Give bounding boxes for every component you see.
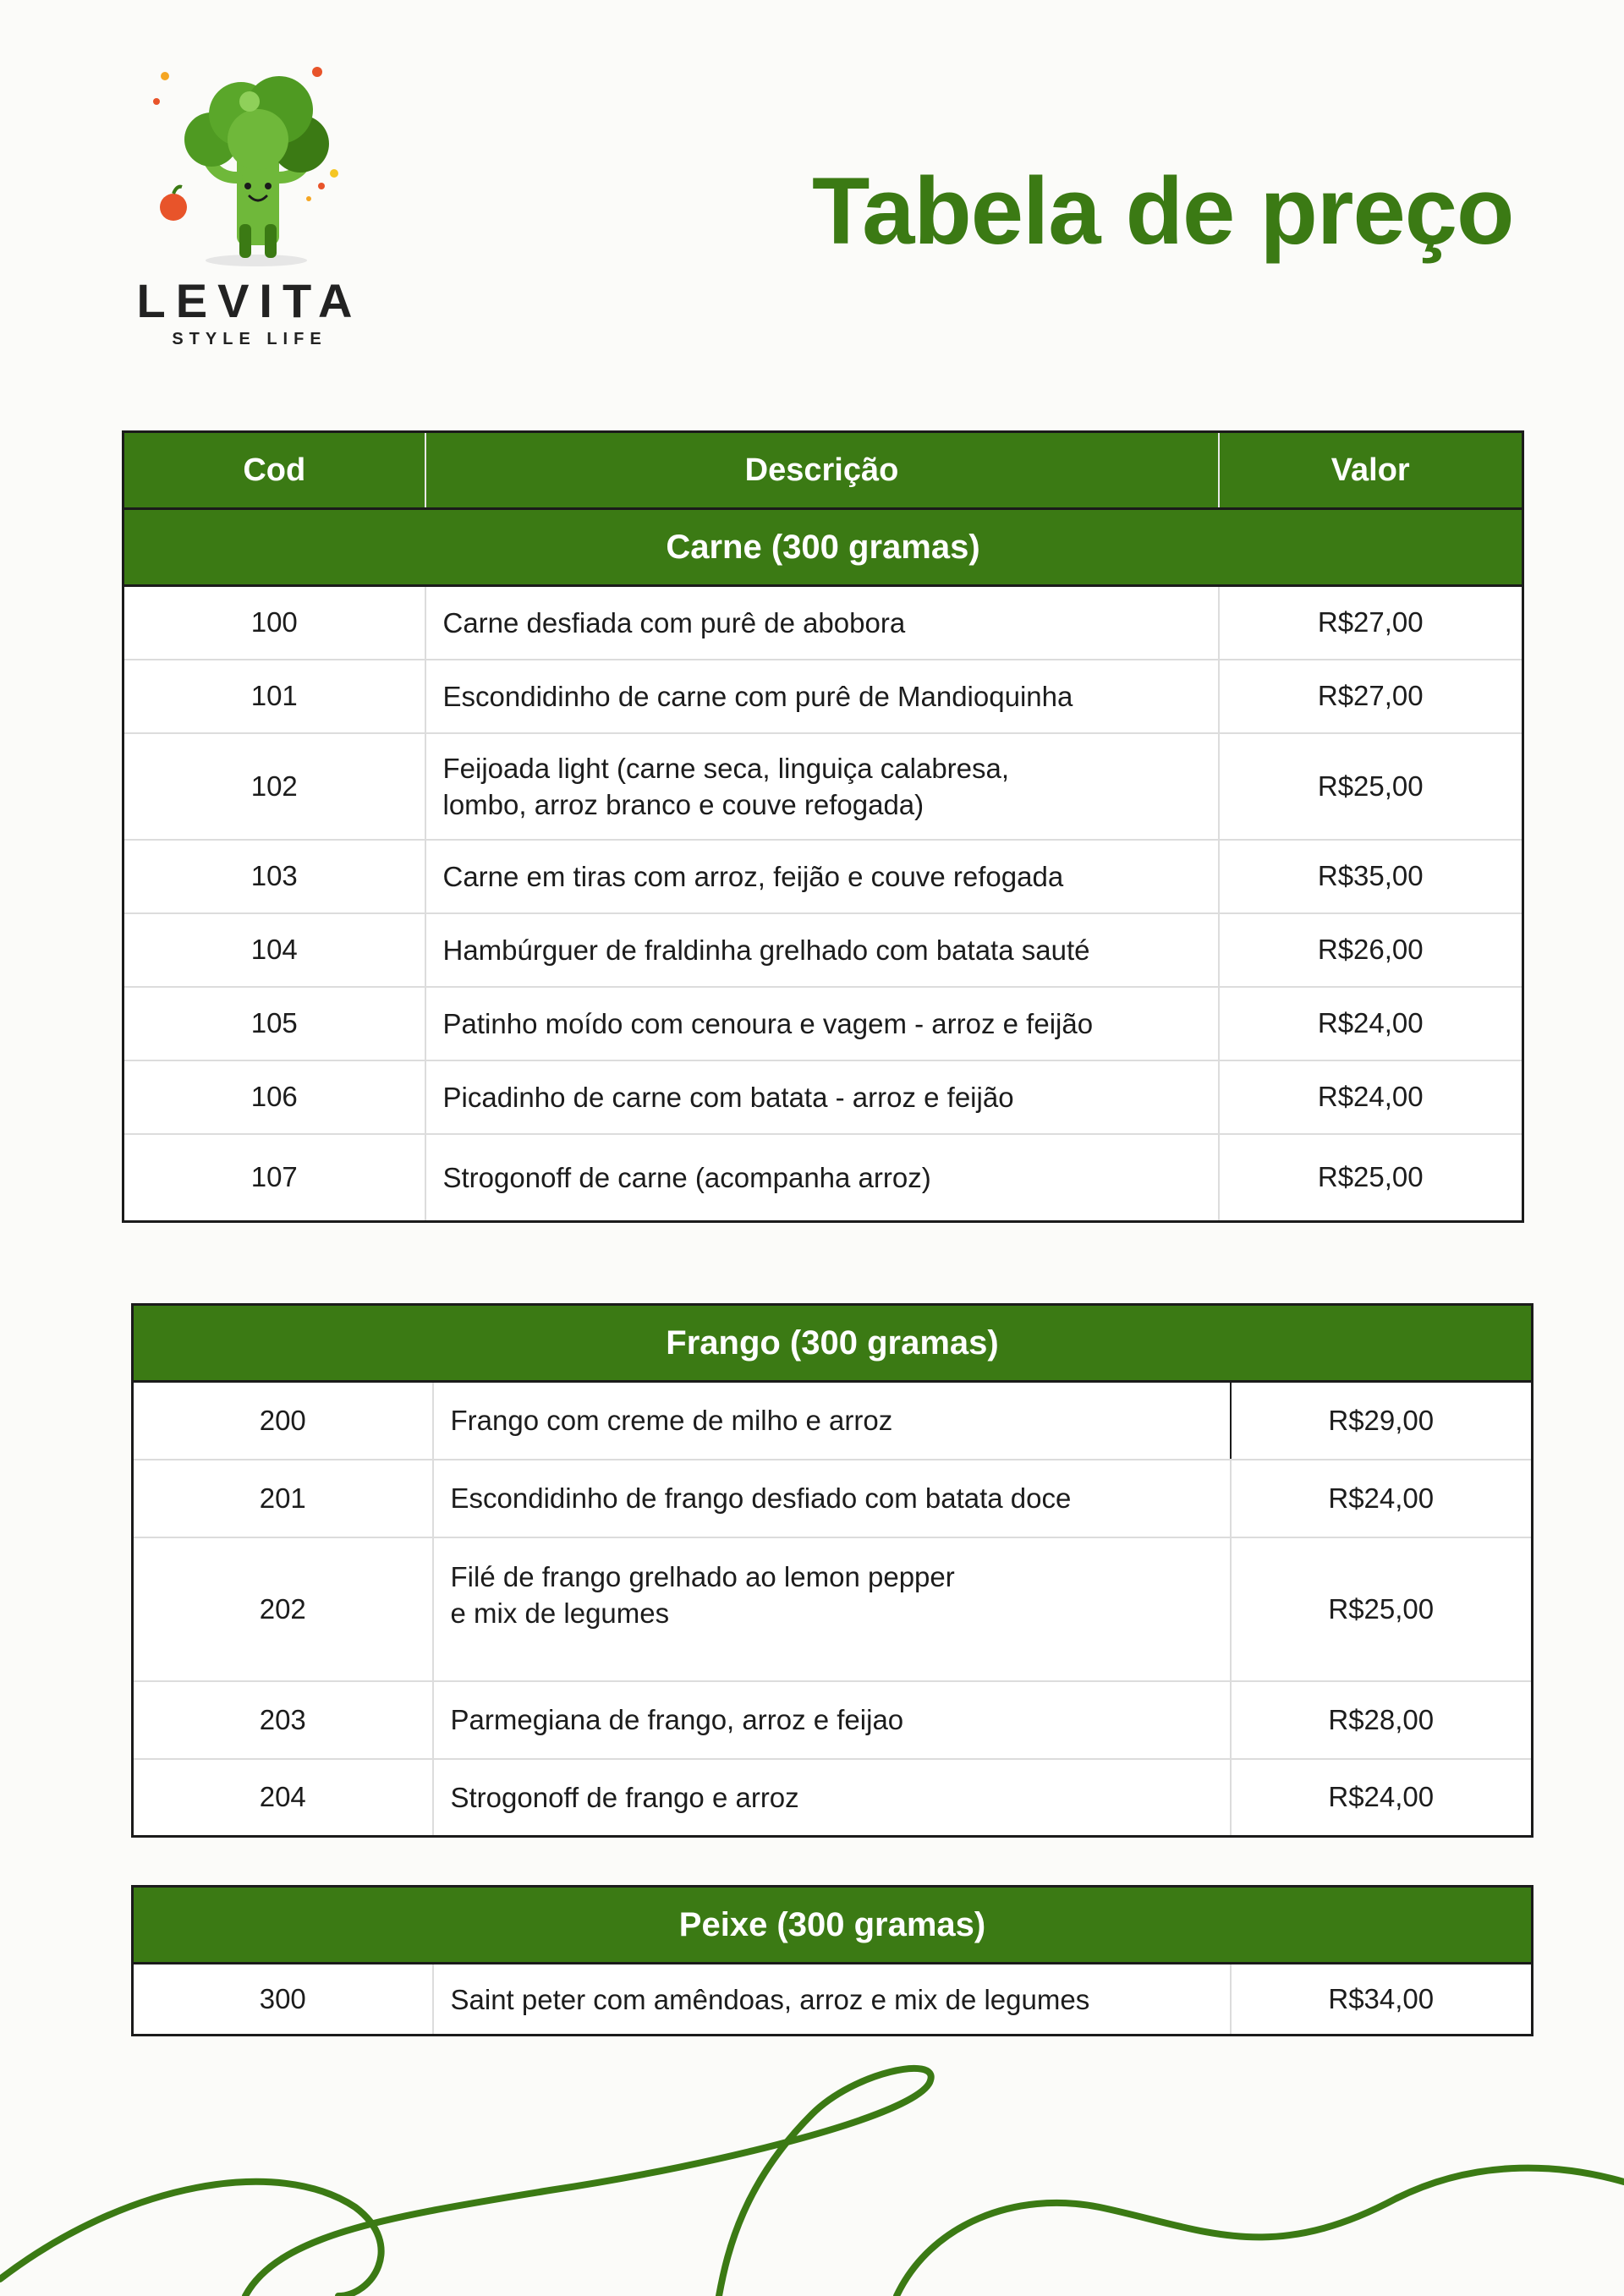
column-header-cod: Cod	[123, 432, 425, 509]
column-header-valor: Valor	[1219, 432, 1523, 509]
table-row	[133, 1759, 1533, 1837]
item-price: R$24,00	[1219, 1060, 1523, 1134]
item-description: Strogonoff de frango e arroz	[433, 1759, 1231, 1837]
item-code: 300	[133, 1964, 433, 2036]
item-description: Picadinho de carne com batata - arroz e feijão	[425, 1060, 1219, 1134]
table-row	[123, 733, 1523, 840]
item-price: R$24,00	[1328, 1781, 1435, 1813]
item-price: R$25,00	[1219, 733, 1523, 840]
broccoli-mascot-icon	[148, 51, 351, 271]
item-description	[433, 1537, 1231, 1681]
item-description: Hambúrguer de fraldinha grelhado com batata sauté	[425, 913, 1219, 987]
table-row	[133, 1681, 1533, 1759]
item-price: R$24,00	[1219, 987, 1523, 1060]
page-title: Tabela de preço	[812, 158, 1514, 264]
item-code: 201	[133, 1460, 433, 1537]
item-description-line: Filé de frango grelhado ao lemon pepper	[450, 1560, 955, 1592]
item-description: Escondidinho de frango desfiado com batata doce	[433, 1460, 1231, 1537]
section-title-peixe: Peixe (300 gramas)	[133, 1887, 1533, 1964]
item-price: R$27,00	[1219, 586, 1523, 660]
item-price: R$26,00	[1219, 913, 1523, 987]
section-row	[133, 1887, 1533, 1964]
table-row	[133, 1537, 1533, 1681]
section-row	[133, 1305, 1533, 1382]
item-code: 104	[123, 913, 425, 987]
table-row	[123, 987, 1523, 1060]
item-code: 202	[133, 1537, 433, 1681]
item-price: R$24,00	[1231, 1460, 1533, 1537]
item-description: Saint peter com amêndoas, arroz e mix de legumes	[433, 1964, 1231, 2036]
item-price: R$25,00	[1231, 1537, 1533, 1681]
brand-name: LEVITA	[136, 274, 363, 327]
table-row	[123, 913, 1523, 987]
brand-tagline: STYLE LIFE	[172, 330, 327, 348]
item-description	[425, 733, 1219, 840]
item-price: R$29,00	[1231, 1382, 1533, 1460]
item-description-line: e mix de legumes	[450, 1597, 670, 1629]
item-code: 105	[123, 987, 425, 1060]
table-header-row	[123, 432, 1523, 509]
item-price: R$28,00	[1231, 1681, 1533, 1759]
table-row	[123, 1134, 1523, 1222]
table-row	[133, 1460, 1533, 1537]
item-price: R$35,00	[1219, 840, 1523, 913]
item-code: 200	[133, 1382, 433, 1460]
item-description: Escondidinho de carne com purê de Mandioquinha	[425, 660, 1219, 733]
section-row	[123, 509, 1523, 586]
table-row	[133, 1382, 1533, 1460]
item-code: 102	[123, 733, 425, 840]
table-row	[123, 660, 1523, 733]
item-code: 204	[133, 1759, 433, 1837]
item-description: Parmegiana de frango, arroz e feijao	[433, 1681, 1231, 1759]
item-code: 101	[123, 660, 425, 733]
price-table-frango	[131, 1303, 1533, 1838]
item-price: R$34,00	[1328, 1983, 1435, 2014]
table-row	[123, 840, 1523, 913]
decorative-swoosh	[0, 2063, 1624, 2296]
price-table-carne	[122, 430, 1524, 1223]
section-title-frango: Frango (300 gramas)	[133, 1305, 1533, 1382]
item-description: Frango com creme de milho e arroz	[433, 1382, 1231, 1460]
section-title-carne: Carne (300 gramas)	[123, 509, 1523, 586]
item-code: 106	[123, 1060, 425, 1134]
price-table-peixe	[131, 1885, 1533, 2036]
brand-logo	[127, 51, 372, 355]
item-code: 203	[133, 1681, 433, 1759]
item-description-line: lombo, arroz branco e couve refogada)	[442, 788, 924, 820]
item-description: Carne em tiras com arroz, feijão e couve refogada	[425, 840, 1219, 913]
item-description: Carne desfiada com purê de abobora	[425, 586, 1219, 660]
item-code: 100	[123, 586, 425, 660]
item-description: Strogonoff de carne (acompanha arroz)	[425, 1134, 1219, 1222]
item-description: Patinho moído com cenoura e vagem - arroz e feijão	[425, 987, 1219, 1060]
table-row	[123, 1060, 1523, 1134]
column-header-descricao: Descrição	[425, 432, 1219, 509]
item-code: 107	[123, 1134, 425, 1222]
table-row	[133, 1964, 1533, 2036]
item-price: R$27,00	[1219, 660, 1523, 733]
item-price: R$25,00	[1317, 1161, 1424, 1193]
item-code: 103	[123, 840, 425, 913]
item-description-line: Feijoada light (carne seca, linguiça calabresa,	[442, 752, 1010, 784]
table-row	[123, 586, 1523, 660]
